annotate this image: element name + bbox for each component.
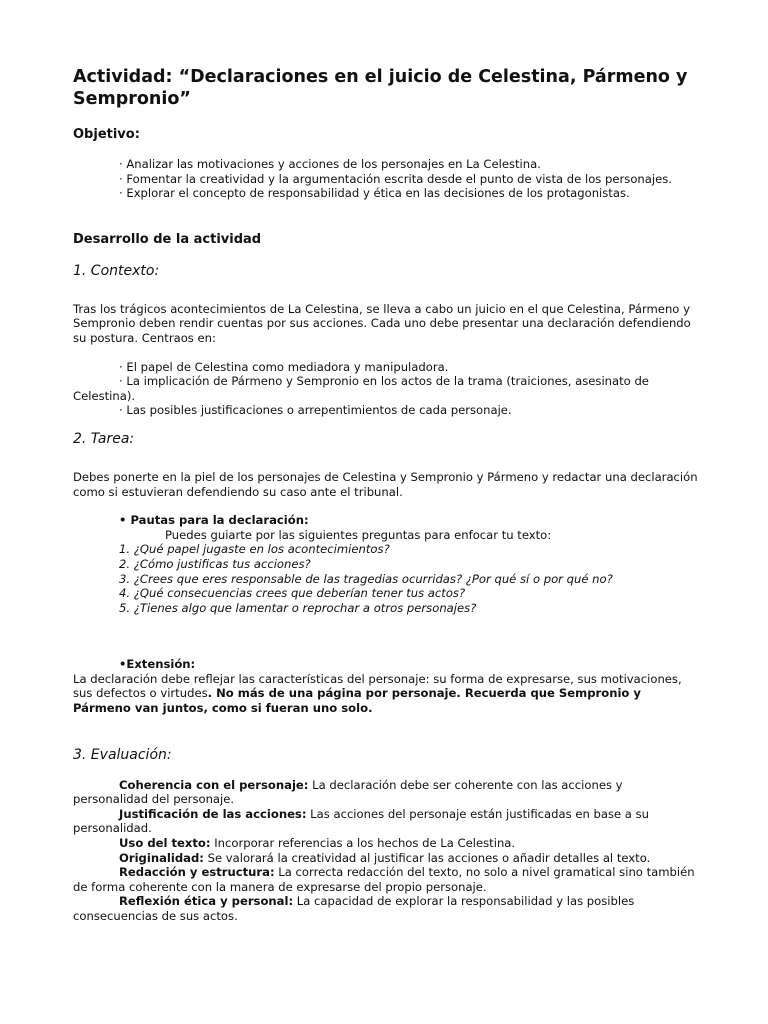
contexto-item: · El papel de Celestina como mediadora y manipuladora. [119, 359, 449, 374]
question-item: 4. ¿Qué consecuencias crees que deberían tener tus actos? [119, 586, 466, 601]
page-title: Actividad: “Declaraciones en el juicio de Celestina, Pármeno y Sempronio” [73, 67, 688, 109]
pautas-intro: Puedes guiarte por las siguientes preguntas para enfocar tu texto: [165, 527, 552, 542]
criterion-text: La capacidad de explorar la responsabilidad y las posibles consecuencias de sus actos. [73, 894, 635, 923]
contexto-list [73, 360, 699, 418]
criterion-label: Justificación de las acciones: [119, 806, 307, 821]
extension-text-b: . No más de una página por personaje [207, 686, 457, 701]
tarea-heading: 2. Tarea: [73, 430, 135, 447]
criteria-list [73, 778, 699, 924]
criterion-text: Las acciones del personaje están justificadas en base a su personalidad. [73, 806, 649, 836]
question-item: 2. ¿Cómo justificas tus acciones? [119, 556, 311, 571]
criterion-item [73, 778, 699, 807]
criterion-text: La correcta redacción del texto, no solo a nivel gramatical sino también de forma coherente con la manera de expresarse del propio personaje. [73, 865, 695, 894]
evaluacion-heading: 3. Evaluación: [73, 746, 172, 763]
objetivo-heading: Objetivo: [73, 127, 140, 142]
criterion-text: La declaración debe ser coherente con las acciones y personalidad del personaje. [73, 777, 623, 807]
question-list [73, 542, 699, 615]
criterion-label: Redacción y estructura: [119, 865, 275, 880]
criterion-item [73, 894, 699, 923]
objetivo-item: · Explorar el concepto de responsabilidad y ética en las decisiones de los protagonistas. [119, 186, 630, 201]
contexto-heading: 1. Contexto: [73, 262, 160, 279]
criterion-label: Originalidad: [119, 850, 204, 865]
criterion-item [73, 807, 699, 836]
contexto-item: · Las posibles justificaciones o arrepentimientos de cada personaje. [119, 403, 512, 418]
criterion-text: Se valorará la creatividad al justificar las acciones o añadir detalles al texto. [203, 850, 651, 865]
objetivo-list [73, 157, 699, 201]
criterion-text: Incorporar referencias a los hechos de La Celestina. [210, 836, 516, 851]
objetivo-item: · Analizar las motivaciones y acciones de los personajes en La Celestina. [119, 157, 541, 171]
question-item: 1. ¿Qué papel jugaste en los acontecimientos? [119, 542, 390, 557]
pautas-label: • Pautas para la declaración: [119, 513, 309, 528]
document-page [73, 66, 699, 924]
extension-paragraph [73, 672, 699, 716]
extension-text-c: . Recuerda que Sempronio y Pármeno van juntos, como si fueran uno solo. [73, 686, 641, 716]
question-item: 3. ¿Crees que eres responsable de las tragedias ocurridas? ¿Por qué sí o por qué no? [119, 571, 613, 586]
contexto-paragraph: Tras los trágicos acontecimientos de La Celestina, se lleva a cabo un juicio en el que Celestina, Pármeno y Sempronio deben rendir cuentas por sus acciones. Cada uno debe presentar una declaración defendiendo su postura. Centraos en: [73, 301, 691, 345]
objetivo-item: · Fomentar la creatividad y la argumentación escrita desde el punto de vista de los personajes. [119, 171, 672, 186]
criterion-item [73, 865, 699, 894]
question-item: 5. ¿Tienes algo que lamentar o reprochar a otros personajes? [119, 600, 477, 615]
desarrollo-heading: Desarrollo de la actividad [73, 231, 262, 247]
criterion-item [73, 836, 699, 851]
criterion-label: Uso del texto: [119, 836, 211, 851]
criterion-item [73, 851, 699, 866]
extension-label: •Extensión: [119, 657, 196, 672]
contexto-item: · La implicación de Pármeno y Sempronio en los actos de la trama (traiciones, asesinato de Celestina). [73, 374, 649, 403]
extension-text-a: La declaración debe reflejar las características del personaje: su forma de expresarse, sus motivaciones, sus defectos o virtudes [73, 671, 682, 701]
criterion-label: Coherencia con el personaje: [119, 777, 309, 792]
criterion-label: Reflexión ética y personal: [119, 894, 294, 909]
tarea-paragraph: Debes ponerte en la piel de los personajes de Celestina y Sempronio y Pármeno y redactar una declaración como si estuvieran defendiendo su caso ante el tribunal. [73, 469, 698, 499]
